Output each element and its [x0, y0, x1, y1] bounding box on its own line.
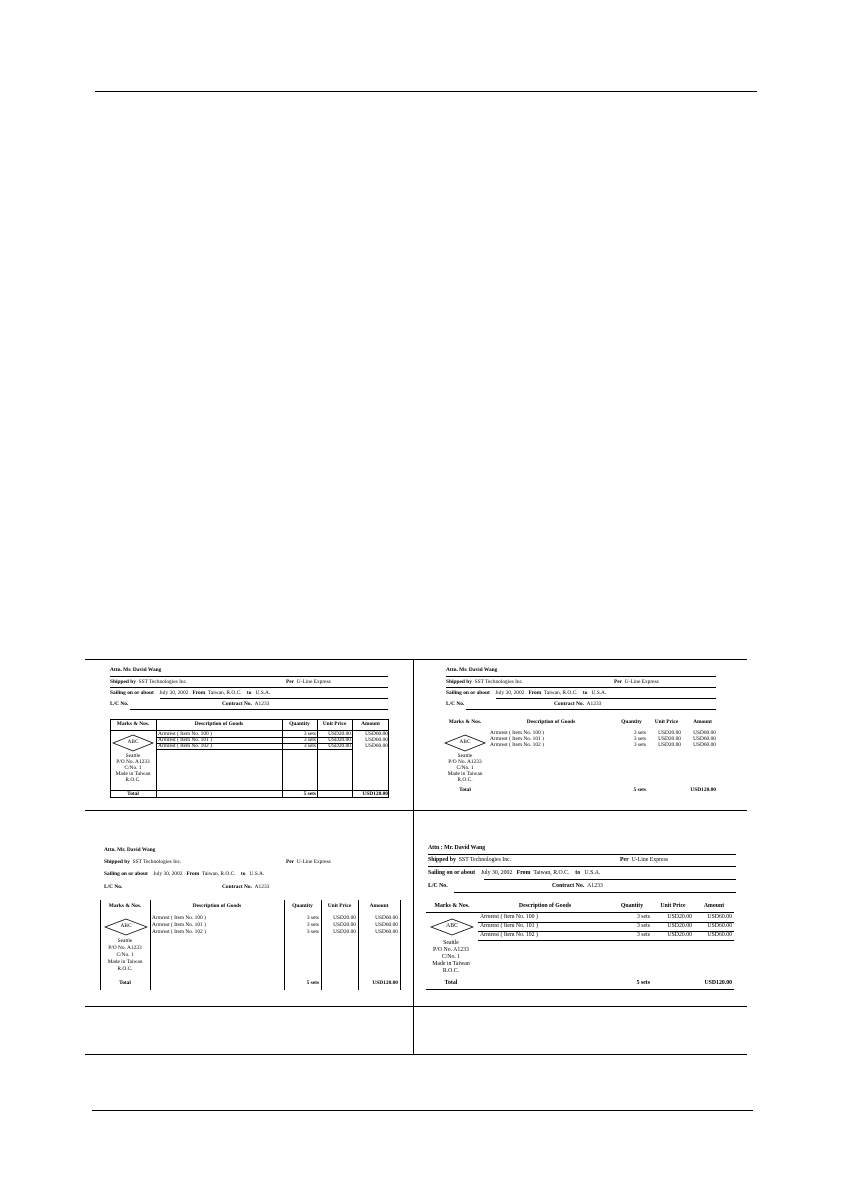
sailing-date: July 30, 2002 — [480, 870, 513, 876]
item-amount: USD60.00 — [693, 730, 716, 736]
marks-line: C/No. 1 — [124, 765, 142, 771]
header-description: Description of Goods — [194, 721, 244, 727]
carrier-value: U-Line Express — [631, 857, 669, 863]
item-amount: USD60.00 — [707, 914, 732, 920]
contract-label: Contract No. — [552, 883, 585, 889]
contract-value: A1233 — [586, 701, 602, 707]
item-qty: 3 sets — [303, 743, 316, 749]
origin-value: Taiwan, R.O.C. — [207, 690, 242, 696]
sailing-label: Sailing on or about — [446, 690, 490, 696]
figure-top-border — [85, 659, 747, 660]
marks-line: R.O.C. — [117, 966, 133, 972]
item-price: USD20.00 — [658, 736, 681, 742]
header-quantity: Quantity — [620, 903, 644, 909]
header-description: Description of Goods — [526, 719, 576, 725]
header-marks: Marks & Nos. — [434, 903, 470, 909]
carrier-value: U-Line Express — [296, 859, 331, 865]
form-sample-horizontal-lines — [424, 844, 740, 994]
from-label: From — [528, 690, 542, 696]
from-label: From — [192, 690, 206, 696]
contract-value: A1233 — [587, 883, 603, 889]
total-amount: USD120.00 — [690, 787, 716, 793]
marks-line: Made in Taiwan — [115, 771, 151, 777]
item-price: USD20.00 — [667, 923, 692, 929]
form-sample-vertical-lines — [96, 844, 406, 994]
marks-line: Seattle — [457, 753, 473, 759]
marks-line: Made in Taiwan — [447, 771, 483, 777]
marks-line: R.O.C. — [125, 777, 141, 783]
item-qty: 3 sets — [636, 923, 650, 929]
contract-row — [222, 702, 269, 707]
shipper-value: SST Technologies Inc. — [132, 859, 182, 865]
item-amount: USD60.00 — [365, 743, 388, 749]
item-qty: 3 sets — [303, 731, 316, 737]
lc-row — [428, 884, 448, 890]
destination-value: U.S.A. — [249, 871, 265, 877]
marks-line: C/No. 1 — [441, 954, 461, 960]
marks-line: Made in Taiwan — [107, 959, 143, 965]
lc-label: L/C No. — [428, 883, 448, 889]
item-amount: USD60.00 — [365, 731, 388, 737]
item-qty: 3 sets — [303, 737, 316, 743]
item-desc: Armrest ( Item No. 101 ) — [480, 923, 538, 929]
total-qty: 5 sets — [633, 787, 646, 793]
lc-row — [110, 702, 128, 707]
sailing-row — [110, 691, 270, 696]
figure-middle-border — [85, 810, 747, 811]
sailing-date: July 30, 2002 — [495, 690, 525, 696]
shipped-by-label: Shipped by — [446, 679, 472, 685]
item-price: USD20.00 — [667, 914, 692, 920]
contract-label: Contract No. — [222, 884, 252, 890]
total-qty: 5 sets — [636, 980, 650, 986]
carrier-value: U-Line Express — [296, 679, 331, 685]
item-price: USD20.00 — [333, 922, 356, 928]
item-amount: USD60.00 — [707, 923, 732, 929]
marks-line: P/O No. A1233 — [433, 947, 469, 953]
per-label: Per — [286, 679, 295, 685]
header-amount: Amount — [693, 719, 712, 725]
shipped-by-row — [104, 860, 181, 865]
contract-label: Contract No. — [222, 701, 252, 707]
origin-value: Taiwan, R.O.C. — [201, 871, 236, 877]
attn-text: Attn : Mr. David Wang — [428, 845, 486, 851]
shipped-by-label: Shipped by — [104, 859, 130, 865]
marks-line: Seattle — [125, 753, 141, 759]
lc-row — [104, 885, 122, 890]
header-quantity: Quantity — [621, 719, 642, 725]
item-price: USD20.00 — [658, 742, 681, 748]
item-amount: USD60.00 — [375, 922, 398, 928]
shipper-value: SST Technologies Inc. — [474, 679, 524, 685]
contract-label: Contract No. — [554, 701, 584, 707]
sailing-label: Sailing on or about — [110, 690, 154, 696]
shipped-by-label: Shipped by — [428, 857, 456, 863]
figure-lower-border — [85, 1006, 747, 1007]
header-quantity: Quantity — [292, 903, 313, 909]
item-price: USD20.00 — [658, 730, 681, 736]
per-row — [286, 680, 331, 685]
total-amount: USD120.00 — [362, 791, 388, 797]
total-amount: USD120.00 — [372, 980, 398, 986]
item-amount: USD60.00 — [693, 736, 716, 742]
item-amount: USD60.00 — [693, 742, 716, 748]
destination-value: U.S.A. — [584, 870, 601, 876]
lc-label: L/C No. — [110, 701, 129, 707]
shipped-by-row — [446, 680, 523, 685]
figure-center-divider — [413, 659, 414, 1054]
from-label: From — [186, 871, 200, 877]
per-label: Per — [620, 857, 629, 863]
sailing-label: Sailing on or about — [104, 871, 148, 877]
total-label: Total — [459, 787, 471, 793]
lc-row — [446, 702, 464, 707]
shipper-value: SST Technologies Inc. — [458, 857, 512, 863]
shipped-by-row — [110, 680, 187, 685]
header-unit-price: Unit Price — [327, 903, 352, 909]
sailing-date: July 30, 2002 — [159, 690, 189, 696]
sailing-label: Sailing on or about — [428, 870, 476, 876]
item-desc: Armrest ( Item No. 100 ) — [490, 730, 544, 736]
header-marks: Marks & Nos. — [448, 719, 482, 725]
header-rule — [95, 91, 757, 92]
item-price: USD20.00 — [333, 929, 356, 935]
figure-bottom-border — [85, 1054, 747, 1055]
header-marks: Marks & Nos. — [108, 903, 142, 909]
origin-value: Taiwan, R.O.C. — [543, 690, 578, 696]
marks-line: Made in Taiwan — [432, 961, 470, 967]
item-qty: 3 sets — [633, 742, 646, 748]
item-desc: Armrest ( Item No. 101 ) — [158, 737, 212, 743]
marks-logo: ABC — [459, 739, 471, 745]
total-qty: 5 sets — [303, 791, 316, 797]
item-desc: Armrest ( Item No. 102 ) — [480, 932, 538, 938]
header-amount: Amount — [369, 903, 389, 909]
item-desc: Armrest ( Item No. 102 ) — [152, 929, 206, 935]
item-amount: USD60.00 — [707, 932, 732, 938]
item-desc: Armrest ( Item No. 100 ) — [152, 915, 206, 921]
attn-text: Attn. Mr. David Wang — [104, 847, 156, 853]
header-amount: Amount — [361, 721, 380, 727]
per-label: Per — [286, 859, 295, 865]
item-qty: 3 sets — [633, 730, 646, 736]
item-qty: 3 sets — [306, 929, 319, 935]
marks-logo: ABC — [127, 739, 139, 745]
marks-logo: ABC — [446, 923, 458, 929]
marks-line: P/O No. A1233 — [448, 759, 482, 765]
sailing-row — [428, 871, 600, 877]
marks-line: P/O No. A1233 — [116, 759, 150, 765]
marks-line: C/No. 1 — [116, 952, 134, 958]
total-label: Total — [444, 980, 458, 986]
contract-row — [554, 702, 601, 707]
to-label: to — [246, 690, 252, 696]
to-label: to — [582, 690, 588, 696]
item-desc: Armrest ( Item No. 100 ) — [480, 914, 538, 920]
header-marks: Marks & Nos. — [116, 721, 150, 727]
footer-rule — [92, 1110, 753, 1111]
contract-value: A1233 — [254, 701, 270, 707]
per-row — [614, 680, 659, 685]
attn-text: Attn. Mr. David Wang — [110, 667, 162, 673]
item-desc: Armrest ( Item No. 102 ) — [490, 742, 544, 748]
total-label: Total — [119, 980, 131, 986]
per-row — [620, 858, 668, 864]
item-qty: 3 sets — [306, 922, 319, 928]
form-sample-borderless — [436, 664, 736, 804]
item-price: USD20.00 — [328, 731, 351, 737]
carrier-value: U-Line Express — [624, 679, 659, 685]
item-desc: Armrest ( Item No. 101 ) — [152, 922, 206, 928]
header-amount: Amount — [703, 903, 725, 909]
marks-line: Seattle — [117, 938, 133, 944]
total-label: Total — [127, 791, 139, 797]
origin-value: Taiwan, R.O.C. — [533, 870, 570, 876]
sailing-date: July 30, 2002 — [153, 871, 183, 877]
contract-row — [222, 885, 269, 890]
item-desc: Armrest ( Item No. 102 ) — [158, 743, 212, 749]
marks-line: R.O.C. — [457, 777, 473, 783]
marks-line: P/O No. A1233 — [108, 945, 142, 951]
item-price: USD20.00 — [328, 737, 351, 743]
total-amount: USD120.00 — [704, 980, 732, 986]
header-quantity: Quantity — [289, 721, 310, 727]
destination-value: U.S.A. — [255, 690, 271, 696]
to-label: to — [575, 870, 581, 876]
total-qty: 5 sets — [306, 980, 319, 986]
header-unit-price: Unit Price — [660, 903, 686, 909]
item-price: USD20.00 — [667, 932, 692, 938]
item-desc: Armrest ( Item No. 100 ) — [158, 731, 212, 737]
lc-label: L/C No. — [104, 884, 123, 890]
marks-logo: ABC — [120, 923, 132, 929]
item-amount: USD60.00 — [375, 915, 398, 921]
to-label: to — [240, 871, 246, 877]
item-qty: 3 sets — [633, 736, 646, 742]
per-label: Per — [614, 679, 623, 685]
lc-label: L/C No. — [446, 701, 465, 707]
destination-value: U.S.A. — [591, 690, 607, 696]
sailing-row — [446, 691, 606, 696]
shipper-value: SST Technologies Inc. — [138, 679, 188, 685]
from-label: From — [516, 870, 531, 876]
marks-line: R.O.C. — [442, 968, 460, 974]
attn-text: Attn. Mr. David Wang — [446, 667, 498, 673]
shipped-by-row — [428, 858, 511, 864]
marks-line: Seattle — [443, 940, 459, 946]
item-amount: USD60.00 — [375, 929, 398, 935]
contract-value: A1233 — [254, 884, 270, 890]
item-amount: USD60.00 — [365, 737, 388, 743]
header-unit-price: Unit Price — [654, 719, 679, 725]
form-sample-bordered — [100, 664, 400, 804]
shipped-by-label: Shipped by — [110, 679, 136, 685]
contract-row — [552, 884, 603, 890]
item-price: USD20.00 — [328, 743, 351, 749]
per-row — [286, 860, 331, 865]
item-qty: 3 sets — [636, 932, 650, 938]
item-qty: 3 sets — [306, 915, 319, 921]
item-price: USD20.00 — [333, 915, 356, 921]
item-desc: Armrest ( Item No. 101 ) — [490, 736, 544, 742]
header-unit-price: Unit Price — [322, 721, 347, 727]
marks-line: C/No. 1 — [456, 765, 474, 771]
item-qty: 3 sets — [636, 914, 650, 920]
sailing-row — [104, 872, 264, 877]
header-description: Description of Goods — [192, 903, 242, 909]
header-description: Description of Goods — [518, 903, 572, 909]
